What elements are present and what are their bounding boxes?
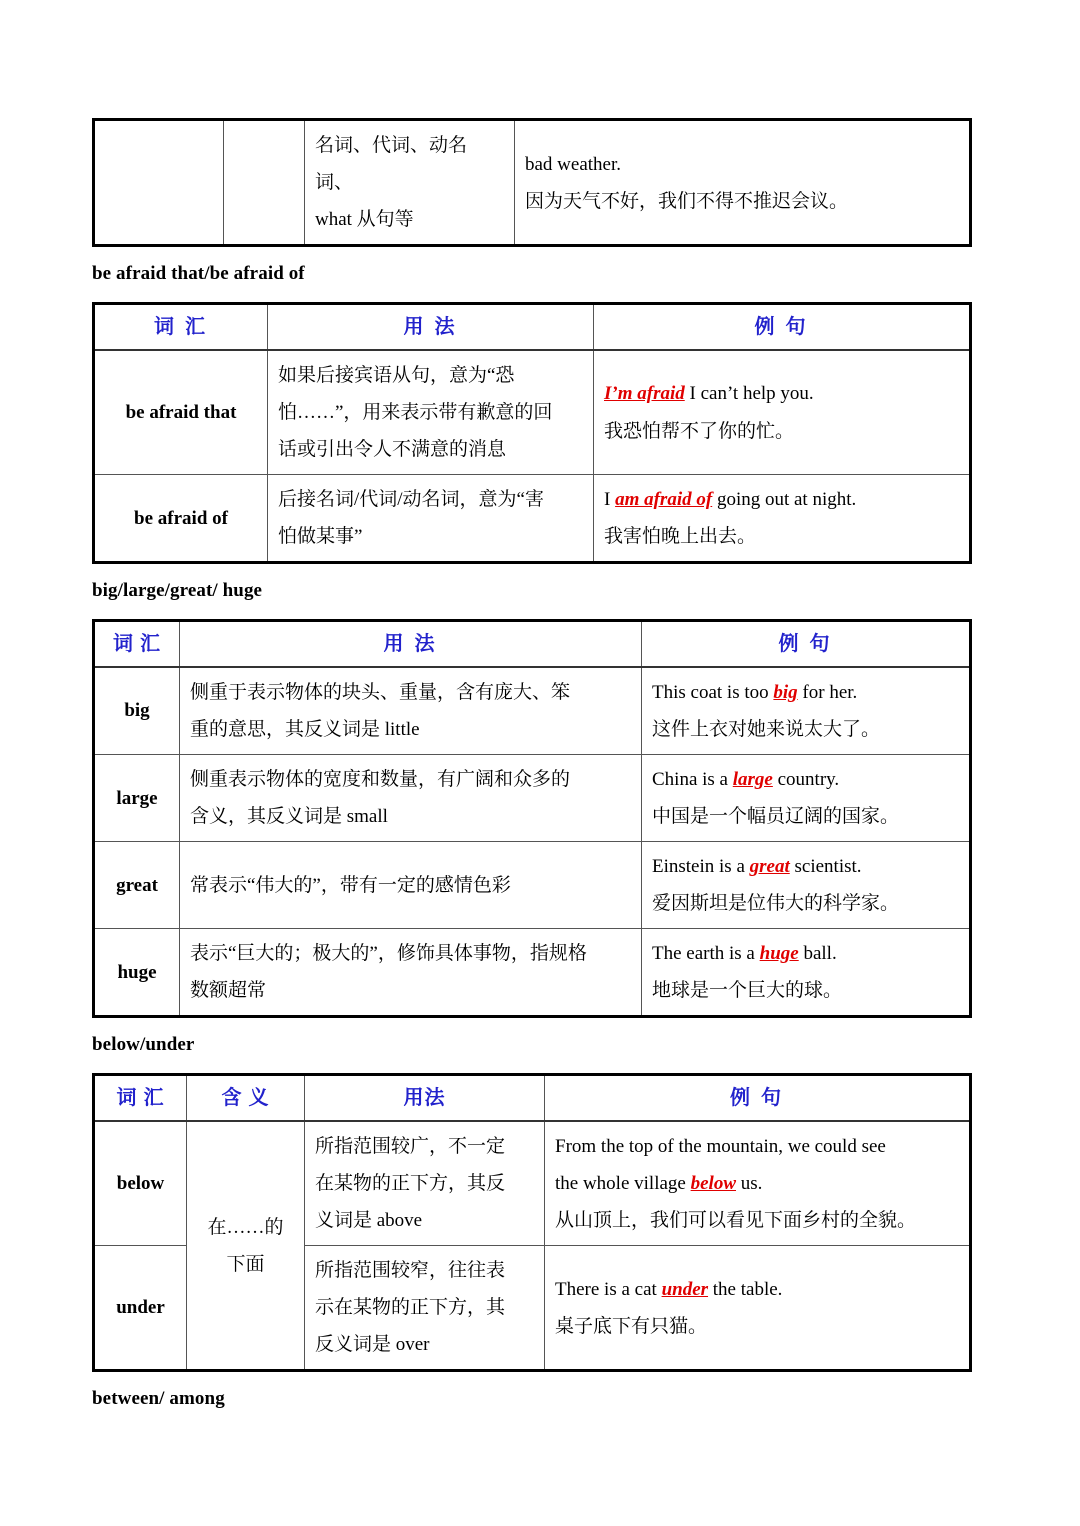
header-example: 例 句	[642, 620, 971, 667]
cell-word: big	[94, 667, 180, 755]
example-prefix: China is a	[652, 769, 733, 791]
usage-line-2: 含义，其反义词是 small	[190, 806, 388, 828]
cell-word: huge	[94, 929, 180, 1017]
table-below-under	[92, 1073, 972, 1372]
header-word: 词 汇	[94, 1075, 187, 1122]
header-usage: 用法	[305, 1075, 545, 1122]
cell-example	[642, 667, 971, 755]
table-row	[94, 350, 971, 475]
example-suffix: for her.	[797, 681, 858, 703]
usage-line-2: 怕……”，用来表示带有歉意的回	[278, 401, 553, 423]
table-header-row	[94, 620, 971, 667]
example-highlight: large	[732, 769, 773, 791]
example-prefix: the whole village	[555, 1173, 691, 1195]
cell-word: be afraid of	[94, 475, 268, 563]
table-row	[94, 755, 971, 842]
example-highlight: I’m afraid	[604, 383, 685, 405]
table-continuation	[92, 118, 972, 247]
table-row	[94, 842, 971, 929]
cell-example	[545, 1121, 971, 1246]
cell-example	[594, 350, 971, 475]
usage-line-2: 重的意思，其反义词是 little	[190, 719, 420, 741]
cell-blank-2	[224, 120, 305, 246]
usage-line-2: 数额超常	[190, 980, 267, 1002]
example-suffix: going out at night.	[712, 489, 857, 511]
usage-line-2: 在某物的正下方，其反	[315, 1173, 506, 1195]
cell-example	[594, 475, 971, 563]
cell-word: large	[94, 755, 180, 842]
cell-usage	[305, 1246, 545, 1371]
table-row	[94, 475, 971, 563]
cell-usage	[180, 667, 642, 755]
example-line-en	[652, 935, 959, 972]
example-suffix: us.	[736, 1173, 763, 1195]
usage-line-1: 侧重表示物体的宽度和数量，有广阔和众多的	[190, 769, 571, 791]
header-usage: 用 法	[268, 303, 594, 350]
cell-example	[545, 1246, 971, 1371]
example-line-en-1: From the top of the mountain, we could see	[555, 1136, 886, 1158]
cell-usage	[180, 929, 642, 1017]
cell-usage	[180, 842, 642, 929]
header-word: 词 汇	[94, 303, 268, 350]
example-suffix: ball.	[798, 943, 837, 965]
table-big-large-great-huge	[92, 619, 972, 1018]
example-prefix: Einstein is a	[652, 856, 750, 878]
cell-usage	[305, 1121, 545, 1246]
example-line-en	[652, 848, 959, 885]
example-line-cn: 我恐怕帮不了你的忙。	[604, 420, 795, 442]
cell-word: under	[94, 1246, 187, 1371]
example-line-cn: 这件上衣对她来说太大了。	[652, 719, 881, 741]
cell-example	[515, 120, 971, 246]
header-example: 例 句	[545, 1075, 971, 1122]
document-content	[92, 118, 970, 1411]
example-line-cn: 爱因斯坦是位伟大的科学家。	[652, 893, 900, 915]
example-highlight: below	[690, 1173, 736, 1195]
example-prefix: The earth is a	[652, 943, 760, 965]
example-highlight: am afraid of	[615, 489, 713, 511]
cell-word: be afraid that	[94, 350, 268, 475]
usage-line-1: 如果后接宾语从句，意为“恐	[278, 364, 515, 386]
example-suffix: I can’t help you.	[684, 383, 814, 405]
header-word: 词 汇	[94, 620, 180, 667]
usage-line-3: 反义词是 over	[315, 1334, 430, 1356]
example-line-en	[652, 674, 959, 711]
cell-example	[642, 929, 971, 1017]
cell-blank-1	[94, 120, 224, 246]
usage-line-1: 所指范围较广，不一定	[315, 1136, 506, 1158]
cell-example	[642, 755, 971, 842]
example-highlight: huge	[759, 943, 799, 965]
cell-usage	[180, 755, 642, 842]
usage-line-2: what 从句等	[315, 209, 414, 231]
example-line-en	[604, 375, 959, 412]
example-prefix: There is a cat	[555, 1278, 662, 1300]
table-be-afraid	[92, 302, 972, 564]
cell-word: below	[94, 1121, 187, 1246]
example-line-en	[652, 761, 959, 798]
example-line-en: bad weather.	[525, 153, 622, 175]
example-highlight: big	[773, 681, 798, 703]
meaning-line-2: 下面	[226, 1253, 265, 1275]
usage-line-1: 后接名词/代词/动名词，意为“害	[278, 489, 544, 511]
section-heading-between: between/ among	[92, 1388, 225, 1410]
usage-line-2: 示在某物的正下方，其	[315, 1297, 506, 1319]
example-highlight: great	[749, 856, 790, 878]
usage-line-1: 侧重于表示物体的块头、重量，含有庞大、笨	[190, 681, 571, 703]
table-header-row	[94, 303, 971, 350]
header-example: 例 句	[594, 303, 971, 350]
header-usage: 用 法	[180, 620, 642, 667]
example-line-cn: 因为天气不好，我们不得不推迟会议。	[525, 190, 849, 212]
usage-line-3: 话或引出令人不满意的消息	[278, 439, 507, 461]
section-heading-be-afraid: be afraid that/be afraid of	[92, 263, 305, 285]
example-line-cn: 桌子底下有只猫。	[555, 1315, 708, 1337]
cell-usage	[268, 475, 594, 563]
cell-usage	[305, 120, 515, 246]
meaning-line-1: 在……的	[207, 1216, 284, 1238]
table-row	[94, 929, 971, 1017]
cell-word: great	[94, 842, 180, 929]
table-row	[94, 667, 971, 755]
example-suffix: the table.	[708, 1278, 783, 1300]
example-line-cn: 中国是一个幅员辽阔的国家。	[652, 806, 900, 828]
example-line-en-2	[555, 1165, 959, 1202]
header-meaning: 含 义	[187, 1075, 305, 1122]
example-line-cn: 从山顶上，我们可以看见下面乡村的全貌。	[555, 1210, 917, 1232]
example-prefix: I	[604, 489, 616, 511]
usage-line-3: 义词是 above	[315, 1210, 423, 1232]
example-suffix: scientist.	[789, 856, 862, 878]
example-line-en	[555, 1271, 959, 1308]
usage-line-1: 名词、代词、动名词、	[315, 135, 468, 194]
example-prefix: This coat is too	[652, 681, 774, 703]
example-line-cn: 我害怕晚上出去。	[604, 526, 757, 548]
example-line-en	[604, 481, 959, 518]
example-line-cn: 地球是一个巨大的球。	[652, 980, 843, 1002]
usage-line-1: 常表示“伟大的”，带有一定的感情色彩	[190, 874, 511, 896]
cell-example	[642, 842, 971, 929]
table-row	[94, 1121, 971, 1246]
section-heading-big: big/large/great/ huge	[92, 580, 263, 602]
table-row	[94, 120, 971, 246]
table-header-row	[94, 1075, 971, 1122]
example-highlight: under	[661, 1278, 709, 1300]
usage-line-1: 所指范围较窄，往往表	[315, 1260, 506, 1282]
example-suffix: country.	[772, 769, 840, 791]
cell-usage	[268, 350, 594, 475]
cell-meaning	[187, 1121, 305, 1371]
usage-line-2: 怕做某事”	[278, 526, 363, 548]
section-heading-below: below/under	[92, 1034, 195, 1056]
usage-line-1: 表示“巨大的；极大的”，修饰具体事物，指规格	[190, 943, 587, 965]
